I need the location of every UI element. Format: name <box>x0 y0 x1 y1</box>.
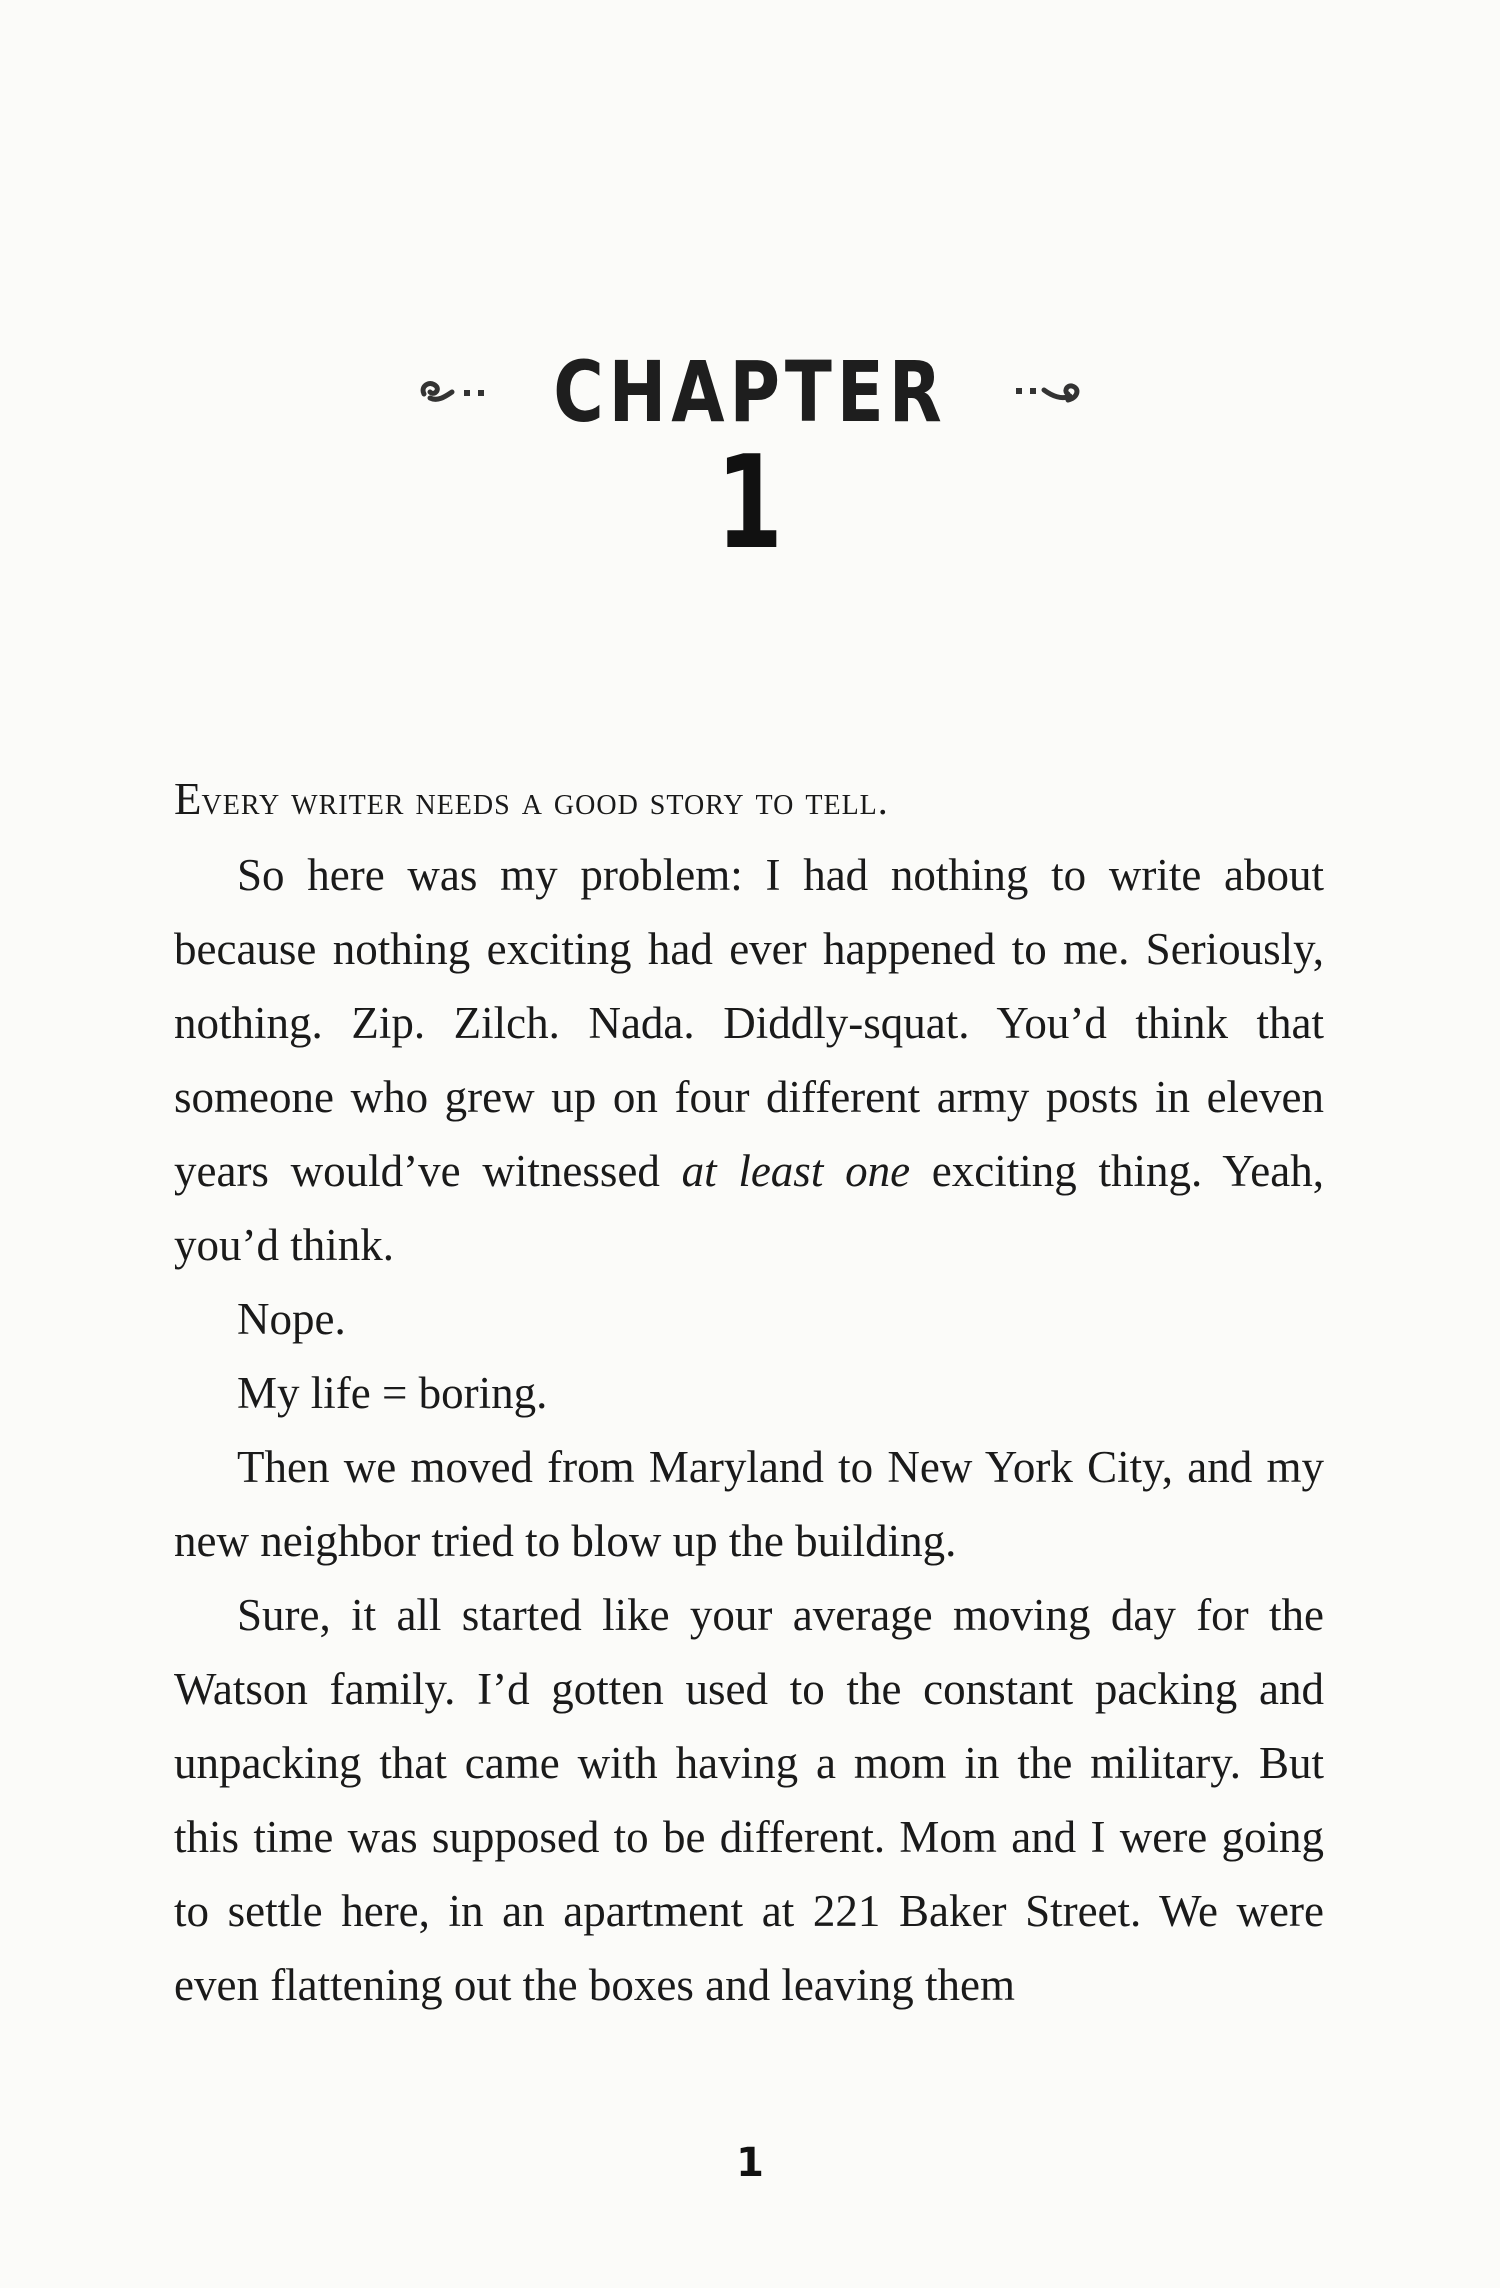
paragraph-1 <box>174 838 1324 1282</box>
chapter-heading <box>0 343 1500 578</box>
paragraph-1-italic: at least one <box>681 1146 911 1196</box>
chapter-number: 1 <box>716 429 784 578</box>
opening-first-letter: E <box>174 774 202 824</box>
paragraph-1-end: exciting thing. Yeah, you’d think. <box>174 1146 1324 1270</box>
paragraph-5: Sure, it all started like your average moving day for the Watson family. I’d gotten used to the constant packing and unpacking that came with having a mom in the military. But this time was supposed to be different. Mom and I were going to settle here, in an apartment at 221 Baker Street. We were even flattening out the boxes and leaving them <box>174 1590 1324 2010</box>
paragraph-1-text: So here was my problem: I had nothing to write about because nothing exciting had ever happened to me. Seriously, nothing. Zip. Zilch. Nada. Diddly-squat. You’d think that someone who grew up on four different army posts in eleven years would’ve witnessed <box>174 850 1324 1196</box>
chapter-label-row <box>0 343 1500 441</box>
paragraph-3: My life = boring. <box>237 1368 548 1418</box>
scroll-flourish-left-icon <box>416 372 496 412</box>
page-number: 1 <box>736 2140 764 2186</box>
opening-small-caps: very writer needs a good story to tell. <box>201 778 889 823</box>
chapter-label: CHAPTER <box>553 343 947 441</box>
opening-line <box>174 762 1324 838</box>
paragraph-4: Then we moved from Maryland to New York City, and my new neighbor tried to blow up the building. <box>174 1442 1324 1566</box>
chapter-body <box>174 762 1324 2022</box>
scroll-flourish-right-icon <box>1004 372 1084 412</box>
paragraph-2: Nope. <box>237 1294 346 1344</box>
